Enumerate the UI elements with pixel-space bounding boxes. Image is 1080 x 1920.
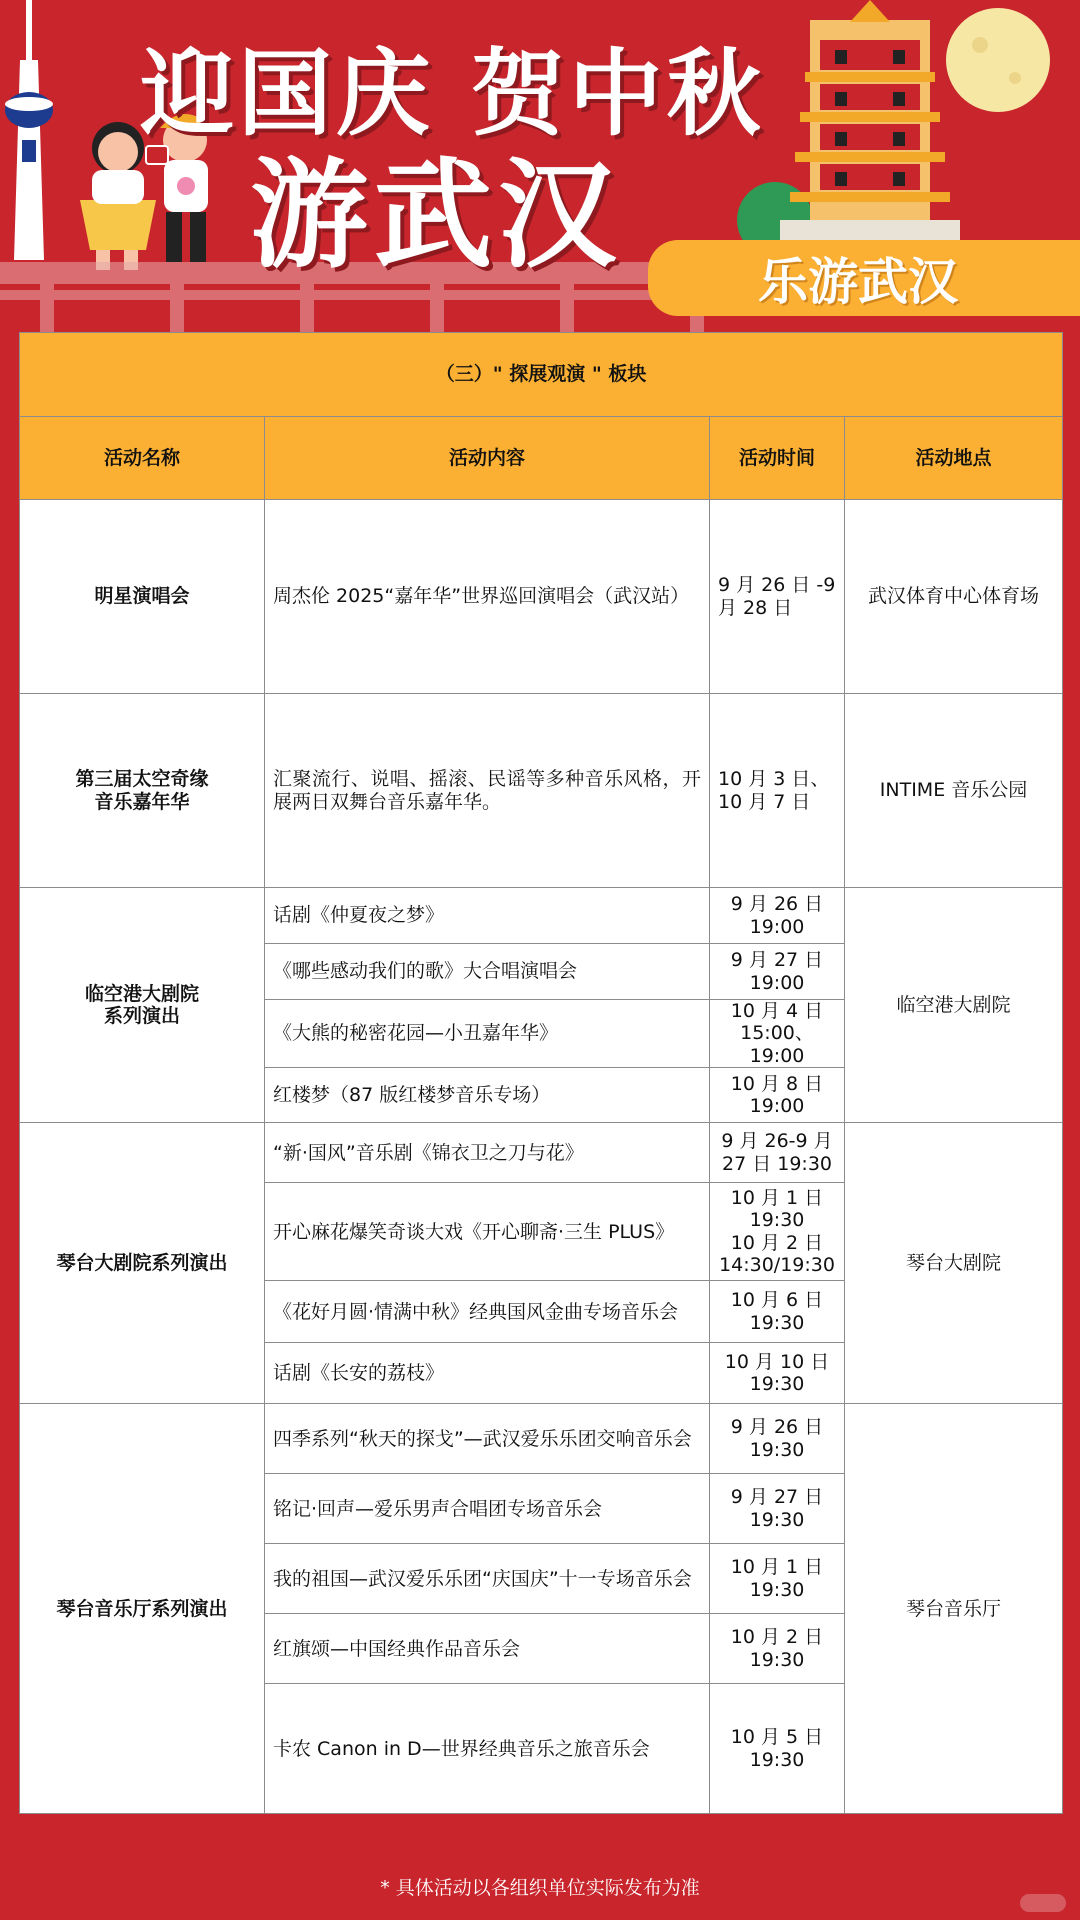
watermark-badge	[1020, 1894, 1066, 1912]
events-table	[19, 332, 1063, 1814]
column-header-name: 活动名称	[20, 417, 265, 500]
banner	[0, 0, 1080, 332]
activity-place: 琴台音乐厅	[845, 1404, 1063, 1814]
activity-time: 9 月 27 日 19:30	[710, 1474, 845, 1544]
activity-content: 开心麻花爆笑奇谈大戏《开心聊斋·三生 PLUS》	[265, 1183, 710, 1281]
table-row	[20, 1404, 1063, 1474]
section-header-row	[20, 333, 1063, 417]
activity-content: 《花好月圆·情满中秋》经典国风金曲专场音乐会	[265, 1281, 710, 1343]
table-row	[20, 888, 1063, 944]
activity-place: 武汉体育中心体育场	[845, 500, 1063, 694]
activity-name: 琴台大剧院系列演出	[20, 1123, 265, 1404]
activity-time: 9 月 26 日 -9 月 28 日	[710, 500, 845, 694]
table-row	[20, 500, 1063, 694]
activity-time: 9 月 27 日 19:00	[710, 944, 845, 1000]
activity-place: INTIME 音乐公园	[845, 694, 1063, 888]
activity-content: 红楼梦（87 版红楼梦音乐专场）	[265, 1068, 710, 1123]
activity-content: 周杰伦 2025“嘉年华”世界巡回演唱会（武汉站）	[265, 500, 710, 694]
activity-time: 10 月 8 日 19:00	[710, 1068, 845, 1123]
activity-time: 9 月 26 日 19:00	[710, 888, 845, 944]
activity-place: 临空港大剧院	[845, 888, 1063, 1123]
column-header-row	[20, 417, 1063, 500]
activity-content: 汇聚流行、说唱、摇滚、民谣等多种音乐风格，开展两日双舞台音乐嘉年华。	[265, 694, 710, 888]
activity-content: 话剧《长安的荔枝》	[265, 1343, 710, 1404]
banner-title-line2: 游武汉	[250, 146, 623, 284]
moon-icon	[946, 8, 1050, 112]
activity-name: 第三届太空奇缘 音乐嘉年华	[20, 694, 265, 888]
activity-name: 明星演唱会	[20, 500, 265, 694]
column-header-content: 活动内容	[265, 417, 710, 500]
table-row	[20, 694, 1063, 888]
activity-time: 10 月 3 日、10 月 7 日	[710, 694, 845, 888]
yellow-crane-tower-icon	[737, 0, 960, 258]
activity-content: 铭记·回声—爱乐男声合唱团专场音乐会	[265, 1474, 710, 1544]
activity-place: 琴台大剧院	[845, 1123, 1063, 1404]
activity-time: 10 月 1 日 19:30 10 月 2 日 14:30/19:30	[710, 1183, 845, 1281]
activity-name: 琴台音乐厅系列演出	[20, 1404, 265, 1814]
activity-name: 临空港大剧院 系列演出	[20, 888, 265, 1123]
activity-content: 《哪些感动我们的歌》大合唱演唱会	[265, 944, 710, 1000]
activity-time: 10 月 6 日 19:30	[710, 1281, 845, 1343]
activity-content: 我的祖国—武汉爱乐乐团“庆国庆”十一专场音乐会	[265, 1544, 710, 1614]
activity-content: 卡农 Canon in D—世界经典音乐之旅音乐会	[265, 1684, 710, 1814]
activity-content: 话剧《仲夏夜之梦》	[265, 888, 710, 944]
activity-time: 10 月 4 日 15:00、19:00	[710, 1000, 845, 1068]
column-header-place: 活动地点	[845, 417, 1063, 500]
footer-note: * 具体活动以各组织单位实际发布为准	[380, 1877, 700, 1899]
activity-time: 10 月 5 日 19:30	[710, 1684, 845, 1814]
activity-content: 《大熊的秘密花园—小丑嘉年华》	[265, 1000, 710, 1068]
section-title: （三）" 探展观演 " 板块	[20, 333, 1063, 417]
banner-title-line1: 迎国庆 贺中秋	[140, 40, 765, 149]
table-row	[20, 1123, 1063, 1183]
activity-time: 10 月 1 日 19:30	[710, 1544, 845, 1614]
tv-tower-icon	[5, 0, 53, 260]
activity-time: 9 月 26-9 月 27 日 19:30	[710, 1123, 845, 1183]
column-header-time: 活动时间	[710, 417, 845, 500]
activity-time: 10 月 2 日 19:30	[710, 1614, 845, 1684]
activity-content: “新·国风”音乐剧《锦衣卫之刀与花》	[265, 1123, 710, 1183]
activity-time: 10 月 10 日 19:30	[710, 1343, 845, 1404]
activity-content: 红旗颂—中国经典作品音乐会	[265, 1614, 710, 1684]
activity-time: 9 月 26 日 19:30	[710, 1404, 845, 1474]
activity-content: 四季系列“秋天的探戈”—武汉爱乐乐团交响音乐会	[265, 1404, 710, 1474]
banner-badge: 乐游武汉	[648, 240, 1080, 316]
